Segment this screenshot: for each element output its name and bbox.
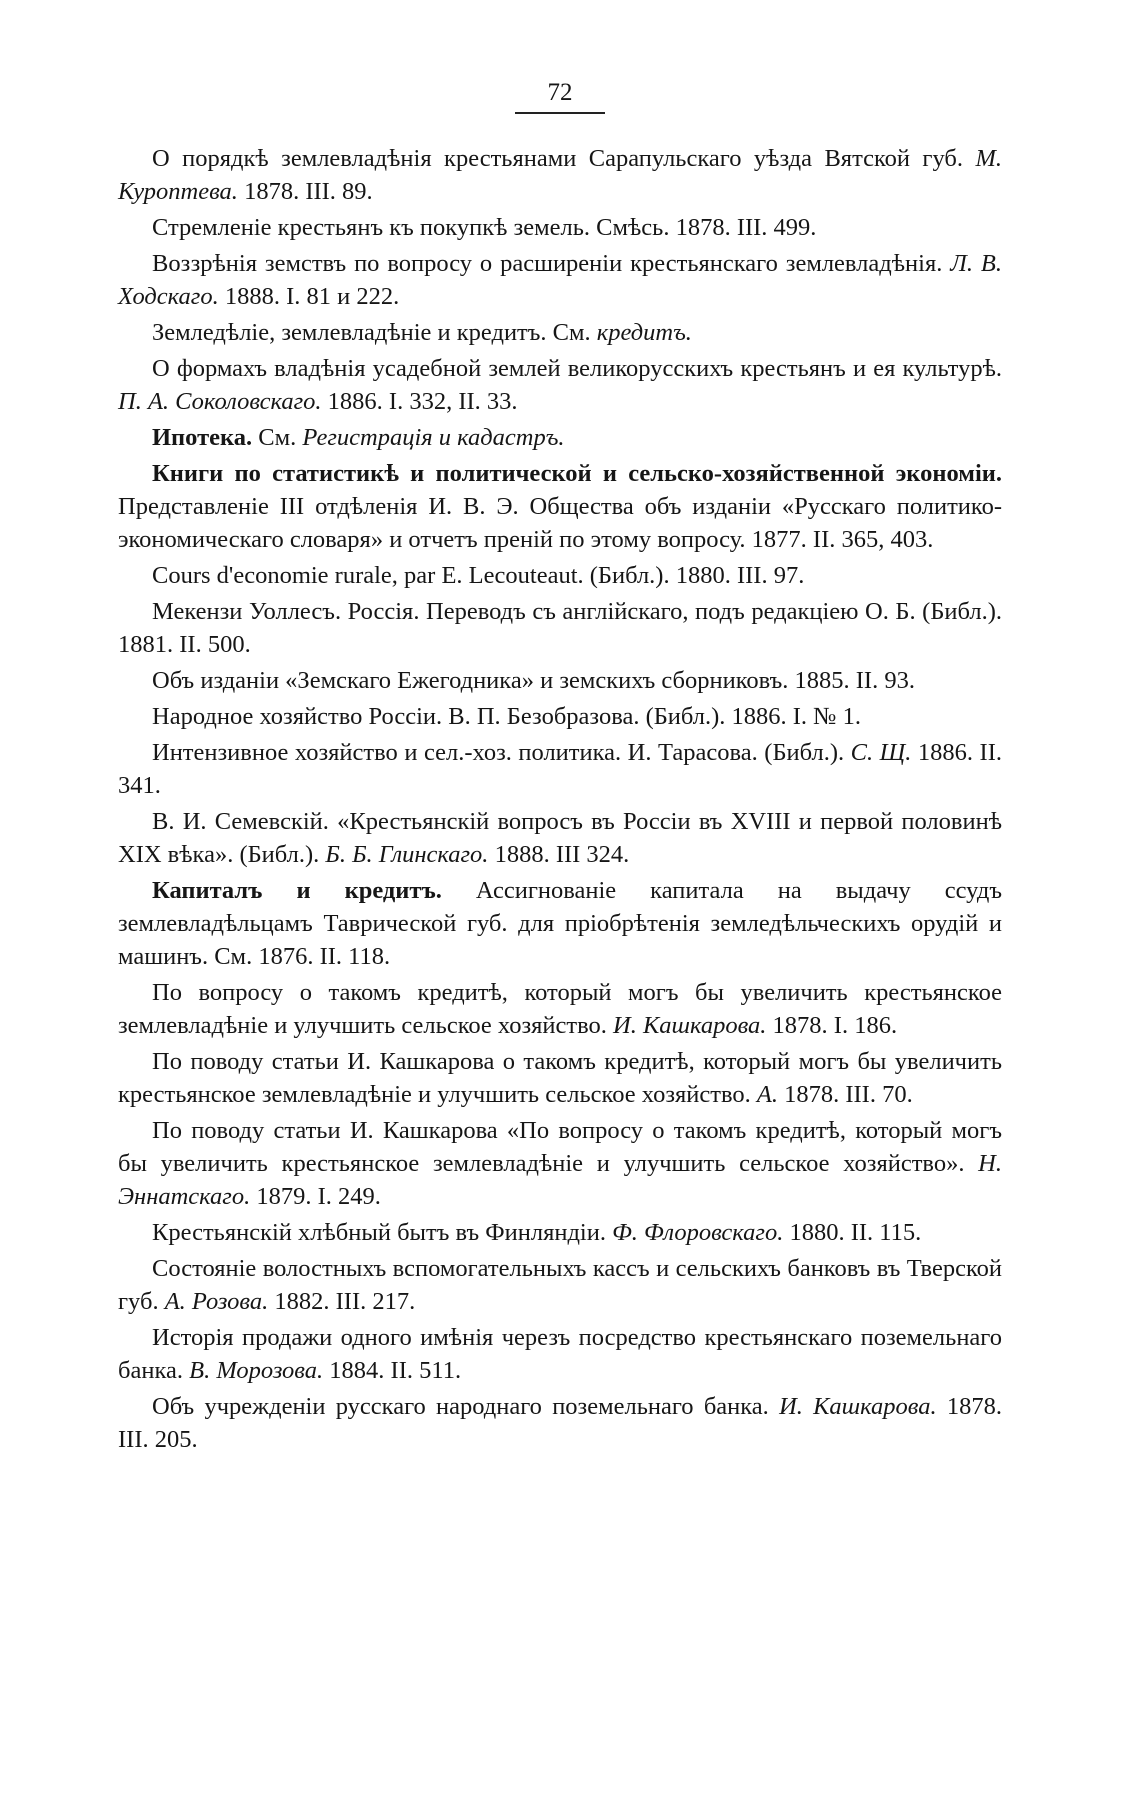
- entry-text: О порядкѣ землевладѣнія крестьянами Сарапульскаго уѣзда Вятской губ.: [152, 145, 976, 172]
- entry-citation: 1888. I. 81 и 222.: [218, 283, 400, 310]
- bibliography-entry: [118, 1114, 1002, 1213]
- entry-author: Б. Б. Глинскаго.: [325, 841, 489, 868]
- entry-text: Объ изданіи «Земскаго Ежегодника» и земскихъ сборниковъ. 1885. II. 93.: [152, 667, 915, 694]
- entry-citation: 1886. I. 332, II. 33.: [321, 388, 518, 415]
- entry-author: А. Розова.: [164, 1288, 269, 1315]
- entry-citation: 1879. I. 249.: [250, 1183, 381, 1210]
- bibliography-entry: [118, 142, 1002, 208]
- entry-text: Представленіе III отдѣленія И. В. Э. Общества объ изданіи «Русскаго политико-экономическаго словаря» и отчетъ преній по этому вопросу. 1877. II. 365, 403.: [118, 493, 1002, 553]
- bibliography-entry: [118, 1045, 1002, 1111]
- entry-heading: Ипотека.: [152, 424, 253, 451]
- entry-text: Воззрѣнія земствъ по вопросу о расширеніи крестьянскаго землевладѣнія.: [152, 250, 951, 277]
- bibliography-entry: [118, 595, 1002, 661]
- entry-text: См.: [252, 424, 303, 451]
- entry-citation: 1884. II. 511.: [323, 1357, 462, 1384]
- bibliography-entries: [118, 142, 1002, 1456]
- entry-text: О формахъ владѣнія усадебной землей великорусскихъ крестьянъ и ея культурѣ.: [152, 355, 1002, 382]
- bibliography-entry: [118, 1252, 1002, 1318]
- entry-text: Интензивное хозяйство и сел.-хоз. политика. И. Тарасова. (Библ.).: [152, 739, 851, 766]
- bibliography-entry: [118, 805, 1002, 871]
- entry-text: Народное хозяйство Россіи. В. П. Безобразова. (Библ.). 1886. I. № 1.: [152, 703, 862, 730]
- document-page: [118, 78, 1002, 1459]
- entry-text: Земледѣліе, землевладѣніе и кредитъ. См.: [152, 319, 597, 346]
- entry-citation: 1878. I. 186.: [766, 1012, 898, 1039]
- entry-author: кредитъ.: [596, 319, 692, 346]
- bibliography-entry: [118, 1321, 1002, 1387]
- page-number: 72: [547, 79, 573, 106]
- entry-author: С. Щ.: [850, 739, 912, 766]
- entry-author: А.: [756, 1081, 778, 1108]
- entry-citation: 1886. II. 341.: [118, 739, 1002, 799]
- bibliography-entry: [118, 664, 1002, 697]
- entry-citation: 1880. II. 115.: [783, 1219, 922, 1246]
- entry-author: Ф. Флоровскаго.: [612, 1219, 784, 1246]
- entry-citation: 1882. III. 217.: [268, 1288, 416, 1315]
- entry-citation: 1878. III. 70.: [777, 1081, 913, 1108]
- entry-author: П. А. Соколовскаго.: [118, 388, 322, 415]
- entry-citation: 1888. III 324.: [488, 841, 630, 868]
- entry-text: Мекензи Уоллесъ. Россія. Переводъ съ англійскаго, подъ редакціею О. Б. (Библ.). 1881. II. 500.: [118, 598, 1002, 658]
- entry-text: Крестьянскій хлѣбный бытъ въ Финляндіи.: [152, 1219, 613, 1246]
- entry-text: Стремленіе крестьянъ къ покупкѣ земель. Смѣсь. 1878. III. 499.: [152, 214, 817, 241]
- entry-author: Л. В. Ходскаго.: [118, 250, 1002, 310]
- entry-text: Исторія продажи одного имѣнія черезъ посредство крестьянскаго поземельнаго банка.: [118, 1324, 1002, 1384]
- bibliography-entry: [118, 700, 1002, 733]
- entry-text: Объ учрежденіи русскаго народнаго поземельнаго банка.: [152, 1393, 780, 1420]
- bibliography-entry: [118, 211, 1002, 244]
- bibliography-entry: [118, 976, 1002, 1042]
- entry-text: Состояніе волостныхъ вспомогательныхъ кассъ и сельскихъ банковъ въ Тверской губ.: [118, 1255, 1002, 1315]
- entry-author: В. Морозова.: [189, 1357, 324, 1384]
- entry-text: По поводу статьи И. Кашкарова «По вопросу о такомъ кредитѣ, который могъ бы увеличить крестьянское землевладѣніе и улучшить сельское хозяйство».: [118, 1117, 1002, 1177]
- entry-citation: 1878. III. 89.: [237, 178, 373, 205]
- page-number-rule: [515, 112, 605, 114]
- entry-text: Cours d'economie rurale, par E. Lecouteaut. (Библ.). 1880. III. 97.: [152, 562, 805, 589]
- entry-heading: Книги по статистикѣ и политической и сельско-хозяйственной экономіи.: [152, 460, 1002, 487]
- bibliography-entry: [118, 316, 1002, 349]
- entry-author: Регистрація и кадастръ.: [302, 424, 565, 451]
- entry-author: Н. Эннатскаго.: [118, 1150, 1002, 1210]
- bibliography-entry: [118, 421, 1002, 454]
- bibliography-entry: [118, 1390, 1002, 1456]
- entry-author: И. Кашкарова.: [779, 1393, 937, 1420]
- bibliography-entry: [118, 352, 1002, 418]
- bibliography-entry: [118, 247, 1002, 313]
- bibliography-entry: [118, 874, 1002, 973]
- bibliography-entry: [118, 559, 1002, 592]
- bibliography-entry: [118, 736, 1002, 802]
- entry-citation: 1878. III. 205.: [118, 1393, 1003, 1453]
- entry-author: М. Куроптева.: [118, 145, 1002, 205]
- entry-text: Ассигнованіе капитала на выдачу ссудъ землевладѣльцамъ Таврической губ. для пріобрѣтенія земледѣльческихъ орудій и машинъ. См. 1876. II. 118.: [118, 877, 1002, 970]
- entry-text: По вопросу о такомъ кредитѣ, который могъ бы увеличить крестьянское землевладѣніе и улучшить сельское хозяйство.: [118, 979, 1002, 1039]
- entry-heading: Капиталъ и кредитъ.: [152, 877, 442, 904]
- entry-text: По поводу статьи И. Кашкарова о такомъ кредитѣ, который могъ бы увеличить крестьянское землевладѣніе и улучшить сельское хозяйство.: [118, 1048, 1002, 1108]
- bibliography-entry: [118, 457, 1002, 556]
- bibliography-entry: [118, 1216, 1002, 1249]
- entry-text: В. И. Семевскій. «Крестьянскій вопросъ въ Россіи въ XVIII и первой половинѣ XIX вѣка». (Библ.).: [118, 808, 1002, 868]
- entry-author: И. Кашкарова.: [613, 1012, 767, 1039]
